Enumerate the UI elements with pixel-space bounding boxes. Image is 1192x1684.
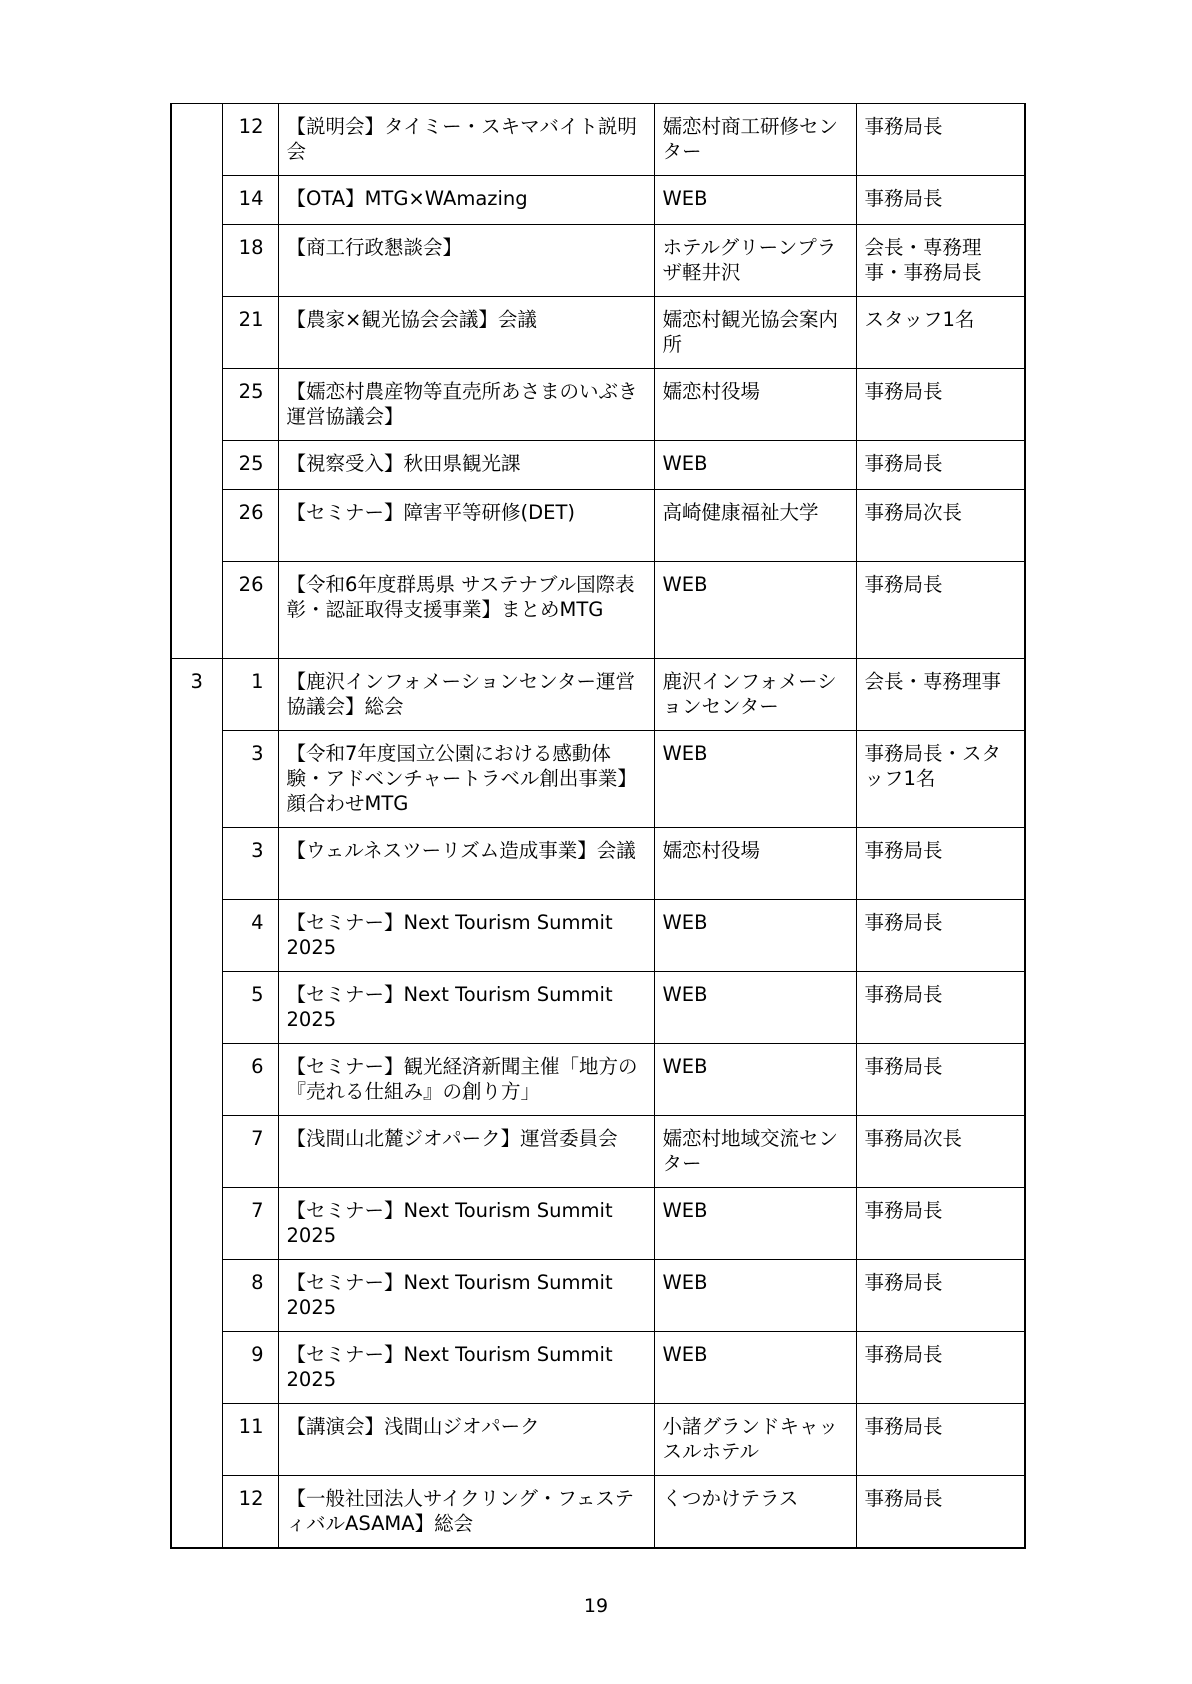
table-row xyxy=(171,972,1025,1044)
day-cell: 5 xyxy=(222,972,278,1044)
day-cell: 4 xyxy=(222,900,278,972)
month-cell xyxy=(171,369,222,441)
month-cell xyxy=(171,225,222,297)
table-row xyxy=(171,731,1025,828)
day-cell: 1 xyxy=(222,659,278,731)
place-cell: 嬬恋村観光協会案内所 xyxy=(654,297,856,369)
table-row xyxy=(171,1116,1025,1188)
place-cell: WEB xyxy=(654,900,856,972)
attendee-cell: 事務局長 xyxy=(856,369,1025,441)
month-cell xyxy=(171,1116,222,1188)
event-cell: 【浅間山北麓ジオパーク】運営委員会 xyxy=(278,1116,654,1188)
month-cell xyxy=(171,828,222,900)
event-cell: 【セミナー】Next Tourism Summit 2025 xyxy=(278,1332,654,1404)
event-cell: 【セミナー】Next Tourism Summit 2025 xyxy=(278,972,654,1044)
table-row xyxy=(171,369,1025,441)
event-cell: 【一般社団法人サイクリング・フェスティバルASAMA】総会 xyxy=(278,1476,654,1548)
event-cell: 【令和6年度群馬県 サステナブル国際表彰・認証取得支援事業】まとめMTG xyxy=(278,562,654,659)
event-cell: 【セミナー】Next Tourism Summit 2025 xyxy=(278,1260,654,1332)
attendee-cell: 事務局長 xyxy=(856,900,1025,972)
attendee-cell: 事務局長 xyxy=(856,562,1025,659)
day-cell: 12 xyxy=(222,104,278,176)
page-number: 19 xyxy=(583,1595,609,1617)
month-cell xyxy=(171,104,222,176)
table-row xyxy=(171,562,1025,659)
table-row xyxy=(171,1260,1025,1332)
month-cell xyxy=(171,1260,222,1332)
day-cell: 7 xyxy=(222,1116,278,1188)
table-row xyxy=(171,104,1025,176)
schedule-table xyxy=(170,103,1026,1549)
attendee-cell: 事務局長 xyxy=(856,1044,1025,1116)
attendee-cell: 会長・専務理事 xyxy=(856,659,1025,731)
month-cell xyxy=(171,900,222,972)
day-cell: 6 xyxy=(222,1044,278,1116)
month-cell xyxy=(171,297,222,369)
table-row xyxy=(171,490,1025,562)
day-cell: 7 xyxy=(222,1188,278,1260)
month-cell xyxy=(171,562,222,659)
attendee-cell: 事務局長 xyxy=(856,1476,1025,1548)
month-cell xyxy=(171,1404,222,1476)
place-cell: WEB xyxy=(654,731,856,828)
event-cell: 【嬬恋村農産物等直売所あさまのいぶき運営協議会】 xyxy=(278,369,654,441)
attendee-cell: 事務局長・スタッフ1名 xyxy=(856,731,1025,828)
month-cell xyxy=(171,441,222,490)
place-cell: WEB xyxy=(654,1260,856,1332)
event-cell: 【セミナー】観光経済新聞主催「地方の『売れる仕組み』の創り方」 xyxy=(278,1044,654,1116)
event-cell: 【令和7年度国立公園における感動体験・アドベンチャートラベル創出事業】顔合わせMTG xyxy=(278,731,654,828)
place-cell: 嬬恋村地域交流センター xyxy=(654,1116,856,1188)
attendee-cell: 事務局長 xyxy=(856,441,1025,490)
table-row xyxy=(171,1332,1025,1404)
event-cell: 【説明会】タイミー・スキマバイト説明会 xyxy=(278,104,654,176)
attendee-cell: スタッフ1名 xyxy=(856,297,1025,369)
table-row xyxy=(171,1476,1025,1548)
attendee-cell: 事務局長 xyxy=(856,1404,1025,1476)
event-cell: 【農家×観光協会会議】会議 xyxy=(278,297,654,369)
day-cell: 3 xyxy=(222,731,278,828)
table-row xyxy=(171,828,1025,900)
day-cell: 9 xyxy=(222,1332,278,1404)
attendee-cell: 事務局長 xyxy=(856,1332,1025,1404)
day-cell: 3 xyxy=(222,828,278,900)
attendee-cell: 事務局長 xyxy=(856,1188,1025,1260)
place-cell: ホテルグリーンプラザ軽井沢 xyxy=(654,225,856,297)
place-cell: 高崎健康福祉大学 xyxy=(654,490,856,562)
table-row xyxy=(171,1188,1025,1260)
table-row xyxy=(171,900,1025,972)
month-cell xyxy=(171,490,222,562)
event-cell: 【セミナー】Next Tourism Summit 2025 xyxy=(278,900,654,972)
attendee-cell: 会長・専務理事・事務局長 xyxy=(856,225,1025,297)
month-cell: 3 xyxy=(171,659,222,731)
place-cell: くつかけテラス xyxy=(654,1476,856,1548)
attendee-cell: 事務局長 xyxy=(856,972,1025,1044)
place-cell: 嬬恋村商工研修センター xyxy=(654,104,856,176)
event-cell: 【講演会】浅間山ジオパーク xyxy=(278,1404,654,1476)
attendee-cell: 事務局次長 xyxy=(856,1116,1025,1188)
place-cell: WEB xyxy=(654,1332,856,1404)
month-cell xyxy=(171,1188,222,1260)
attendee-cell: 事務局長 xyxy=(856,104,1025,176)
place-cell: WEB xyxy=(654,1188,856,1260)
month-cell xyxy=(171,1476,222,1548)
table-row xyxy=(171,1044,1025,1116)
month-cell xyxy=(171,1332,222,1404)
attendee-cell: 事務局長 xyxy=(856,1260,1025,1332)
day-cell: 26 xyxy=(222,490,278,562)
place-cell: 小諸グランドキャッスルホテル xyxy=(654,1404,856,1476)
attendee-cell: 事務局長 xyxy=(856,828,1025,900)
event-cell: 【セミナー】障害平等研修(DET) xyxy=(278,490,654,562)
event-cell: 【鹿沢インフォメーションセンター運営協議会】総会 xyxy=(278,659,654,731)
day-cell: 14 xyxy=(222,176,278,225)
table-row xyxy=(171,225,1025,297)
month-cell xyxy=(171,1044,222,1116)
table-row xyxy=(171,441,1025,490)
day-cell: 18 xyxy=(222,225,278,297)
table-row xyxy=(171,659,1025,731)
place-cell: WEB xyxy=(654,972,856,1044)
event-cell: 【ウェルネスツーリズム造成事業】会議 xyxy=(278,828,654,900)
day-cell: 21 xyxy=(222,297,278,369)
place-cell: WEB xyxy=(654,176,856,225)
table-row xyxy=(171,1404,1025,1476)
table-row xyxy=(171,297,1025,369)
table-row xyxy=(171,176,1025,225)
day-cell: 25 xyxy=(222,369,278,441)
place-cell: 嬬恋村役場 xyxy=(654,828,856,900)
month-cell xyxy=(171,731,222,828)
place-cell: WEB xyxy=(654,1044,856,1116)
event-cell: 【OTA】MTG×WAmazing xyxy=(278,176,654,225)
event-cell: 【商工行政懇談会】 xyxy=(278,225,654,297)
day-cell: 8 xyxy=(222,1260,278,1332)
attendee-cell: 事務局長 xyxy=(856,176,1025,225)
month-cell xyxy=(171,972,222,1044)
day-cell: 11 xyxy=(222,1404,278,1476)
attendee-cell: 事務局次長 xyxy=(856,490,1025,562)
day-cell: 12 xyxy=(222,1476,278,1548)
place-cell: 鹿沢インフォメーションセンター xyxy=(654,659,856,731)
schedule-body xyxy=(171,104,1025,1548)
month-cell xyxy=(171,176,222,225)
day-cell: 25 xyxy=(222,441,278,490)
place-cell: WEB xyxy=(654,562,856,659)
day-cell: 26 xyxy=(222,562,278,659)
event-cell: 【視察受入】秋田県観光課 xyxy=(278,441,654,490)
event-cell: 【セミナー】Next Tourism Summit 2025 xyxy=(278,1188,654,1260)
place-cell: 嬬恋村役場 xyxy=(654,369,856,441)
place-cell: WEB xyxy=(654,441,856,490)
